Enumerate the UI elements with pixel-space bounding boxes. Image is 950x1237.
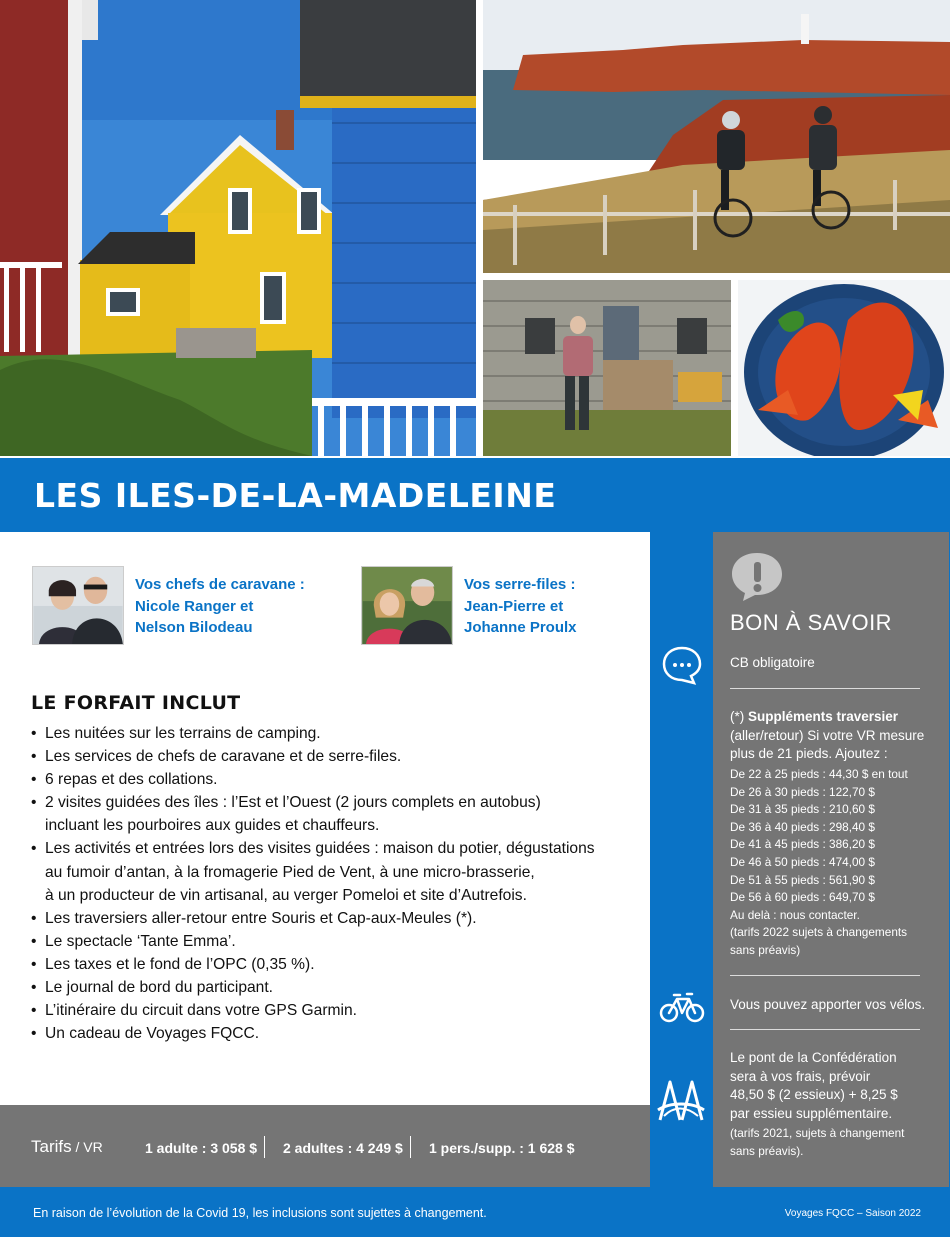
rate-line: De 41 à 45 pieds : 386,20 $ <box>730 837 875 852</box>
supplements-intro <box>730 708 945 764</box>
supp-title: Suppléments traversier <box>748 709 899 724</box>
forfait-item-line: à un producteur de vin artisanal, au verger Pomeloi et site d’Autrefois. <box>45 886 527 904</box>
tarifs-label <box>31 1137 103 1157</box>
forfait-item-line: • Les nuitées sur les terrains de camping. <box>45 725 321 742</box>
forfait-item-line: • 2 visites guidées des îles : l’Est et l’Ouest (2 jours complets en autobus) <box>45 794 541 812</box>
forfait-item-line: • L’itinéraire du circuit dans votre GPS Garmin. <box>45 1002 358 1020</box>
rate-line: (tarifs 2022 sujets à changements <box>730 925 908 940</box>
rate-line: De 31 à 35 pieds : 210,60 $ <box>730 802 875 817</box>
rate-line: De 26 à 30 pieds : 122,70 $ <box>730 784 875 799</box>
rate-line: De 46 à 50 pieds : 474,00 $ <box>730 854 875 869</box>
tarif-1-adulte: 1 adulte : 3 058 $ <box>145 1140 258 1156</box>
bicycle-icon <box>659 990 705 1024</box>
footer-disclaimer: En raison de l’évolution de la Covid 19, les inclusions sont sujettes à changement. <box>33 1206 487 1220</box>
forfait-item-line: • Le journal de bord du participant. <box>45 979 273 997</box>
chefs-avatar <box>32 566 124 645</box>
tarif-pers-supp: 1 pers./supp. : 1 628 $ <box>429 1140 575 1156</box>
rate-line: sans préavis) <box>730 942 801 957</box>
footer <box>0 1187 950 1237</box>
chefs-line3: Nelson Bilodeau <box>135 619 253 636</box>
title-band <box>0 458 950 532</box>
chefs-line1: Vos chefs de caravane : <box>135 576 305 593</box>
pont-line: par essieu supplémentaire. <box>730 1105 893 1121</box>
forfait-item-line: au fumoir d’antan, à la fromagerie Pied de Vent, à une micro-brasserie, <box>45 863 535 881</box>
page-title: LES ILES-DE-LA-MADELEINE <box>34 476 557 515</box>
rate-line: De 51 à 55 pieds : 561,90 $ <box>730 872 875 887</box>
cyclists-photo <box>483 0 950 273</box>
bridge-icon <box>656 1076 706 1124</box>
serre-files-line2: Jean-Pierre et <box>464 597 564 615</box>
fisherman-photo <box>483 280 731 456</box>
pont-text <box>730 1049 945 1123</box>
chefs-text <box>135 574 305 639</box>
forfait-item <box>31 791 631 837</box>
cb-text: CB obligatoire <box>730 655 815 670</box>
pont-line: 48,50 $ (2 essieux) + 8,25 $ <box>730 1087 898 1102</box>
tarif-2-adultes: 2 adultes : 4 249 $ <box>283 1140 403 1156</box>
forfait-item-line: • Les traversiers aller-retour entre Souris et Cap-aux-Meules (*). <box>45 909 477 927</box>
forfait-item-line: • Un cadeau de Voyages FQCC. <box>45 1025 260 1043</box>
supplements-rates <box>730 766 945 960</box>
forfait-item <box>31 930 631 953</box>
forfait-title: LE FORFAIT INCLUT <box>31 692 241 714</box>
tarif-separator <box>410 1136 411 1158</box>
forfait-item-line: • Les services de chefs de caravane et de serre-files. <box>45 748 402 766</box>
houses-photo <box>0 0 476 456</box>
forfait-item-line: • Les activités et entrées lors des visites guidées : maison du potier, dégustations <box>45 840 595 858</box>
forfait-item <box>31 976 631 999</box>
pont-line: sera à vos frais, prévoir <box>730 1068 871 1084</box>
chat-bubble-icon <box>661 645 703 685</box>
tarifs-vr-text: / VR <box>71 1139 103 1155</box>
serre-files-text <box>464 574 577 639</box>
divider <box>730 1029 920 1030</box>
rate-line: De 22 à 25 pieds : 44,30 $ en tout <box>730 767 908 781</box>
divider <box>730 688 920 689</box>
forfait-item-line: • 6 repas et des collations. <box>45 771 218 789</box>
supp-marker: (*) <box>730 709 748 724</box>
tarifs-label-text: Tarifs <box>31 1137 72 1156</box>
exclamation-bubble-icon <box>728 550 786 602</box>
forfait-item <box>31 999 631 1022</box>
supp-text-line: (aller/retour) Si votre VR mesure <box>730 727 925 743</box>
forfait-item-line: • Le spectacle ‘Tante Emma’. <box>45 932 236 950</box>
forfait-item <box>31 907 631 930</box>
velos-text: Vous pouvez apporter vos vélos. <box>730 997 926 1012</box>
rate-line: De 36 à 40 pieds : 298,40 $ <box>730 819 875 834</box>
forfait-item <box>31 837 631 906</box>
supp-text-line: plus de 21 pieds. Ajoutez : <box>730 746 888 761</box>
pont-note <box>730 1125 945 1160</box>
pont-note-line: (tarifs 2021, sujets à changement <box>730 1126 905 1140</box>
pont-note-line: sans préavis). <box>730 1143 804 1158</box>
forfait-item <box>31 953 631 976</box>
serre-files-avatar <box>361 566 453 645</box>
forfait-item <box>31 745 631 768</box>
pont-line: Le pont de la Confédération <box>730 1050 897 1065</box>
forfait-item <box>31 722 631 745</box>
serre-files-line1: Vos serre-files : <box>464 576 576 593</box>
bon-a-savoir-heading: BON À SAVOIR <box>730 610 893 635</box>
serre-files-line3: Johanne Proulx <box>464 619 577 636</box>
divider <box>730 975 920 976</box>
rate-line: Au delà : nous contacter. <box>730 907 860 922</box>
forfait-item-line: incluant les pourboires aux guides et chauffeurs. <box>45 817 380 835</box>
forfait-item-line: • Les taxes et le fond de l’OPC (0,35 %). <box>45 955 315 973</box>
chefs-line2: Nicole Ranger et <box>135 597 254 615</box>
rate-line: De 56 à 60 pieds : 649,70 $ <box>730 890 875 905</box>
tarif-separator <box>264 1136 265 1158</box>
forfait-item <box>31 768 631 791</box>
tarifs-band <box>0 1105 650 1187</box>
forfait-list <box>31 722 631 1045</box>
lobster-photo <box>738 280 950 456</box>
forfait-item <box>31 1022 631 1045</box>
footer-brand: Voyages FQCC – Saison 2022 <box>784 1208 921 1219</box>
